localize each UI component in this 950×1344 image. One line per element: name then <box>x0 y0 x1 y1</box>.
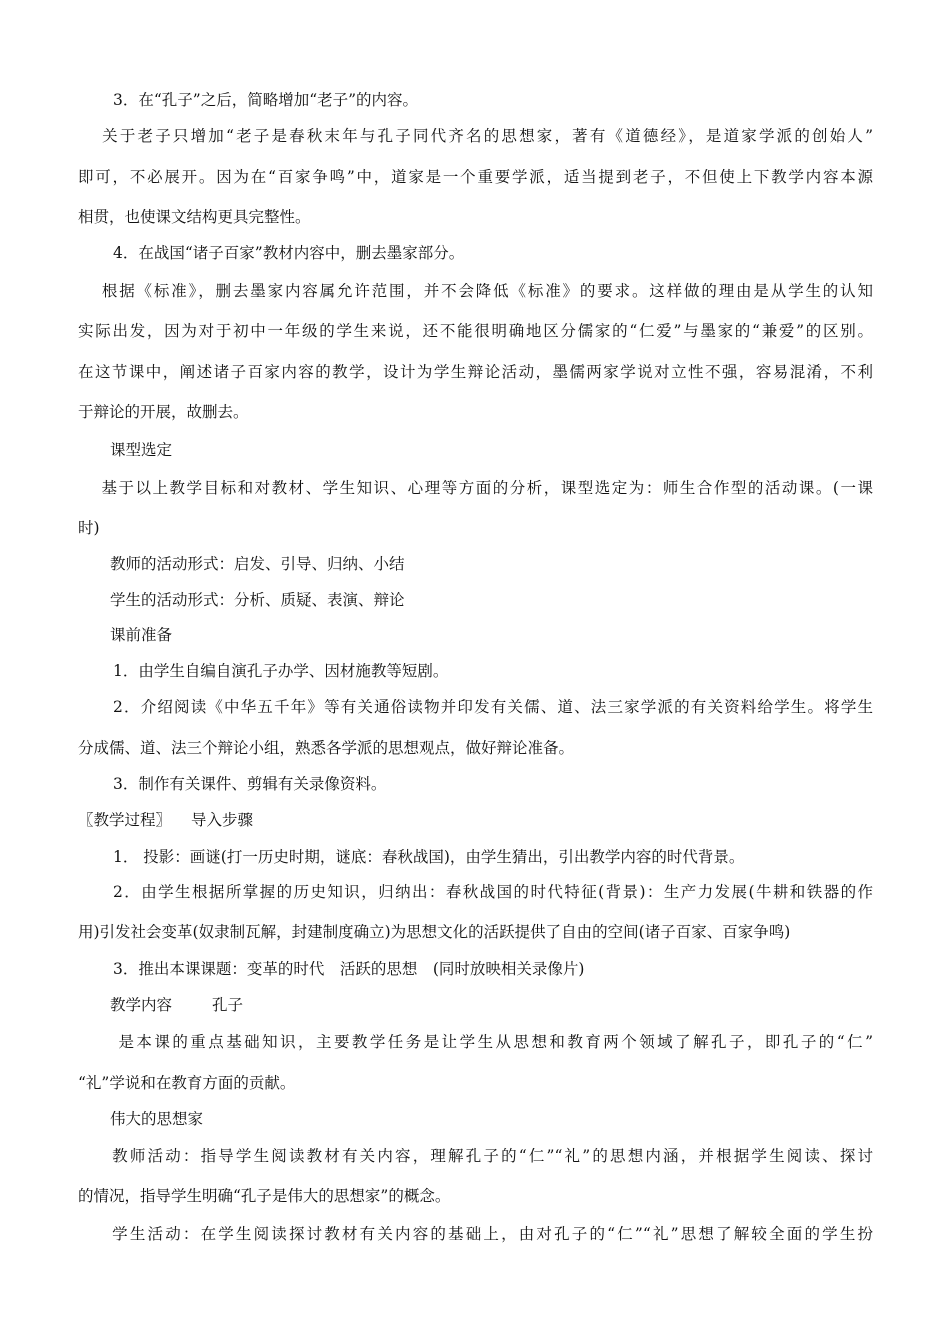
subheading: 孔子 <box>212 996 244 1014</box>
paragraph-line <box>78 281 873 301</box>
text: 根据《标准》，删去墨家内容属允许范围，并不会降低《标准》的要求。这样做的理由是从学生的认知 <box>100 282 873 300</box>
text: 学生活动：在学生阅读探讨教材有关内容的基础上，由对孔子的“仁”“礼”思想了解较全面的学生扮 <box>110 1225 873 1243</box>
text: 关于老子只增加“老子是春秋末年与孔子同代齐名的思想家，著有《道德经》，是道家学派的创始人” <box>100 127 873 145</box>
section-heading: 伟大的思想家 <box>110 1110 204 1128</box>
paragraph-line <box>78 1032 873 1052</box>
paragraph-line: 学生的活动形式：分析、质疑、表演、辩论 <box>110 591 405 609</box>
paragraph-line <box>78 478 873 498</box>
section-heading: 课型选定 <box>110 441 173 459</box>
paragraph-line: 用)引发社会变革(奴隶制瓦解，封建制度确立)为思想文化的活跃提供了自由的空间(诸子百家、百家争鸣) <box>78 923 791 941</box>
paragraph-line: 3．推出本课课题：变革的时代 活跃的思想 (同时放映相关录像片) <box>113 960 585 978</box>
section-heading <box>78 810 253 830</box>
text: 2．由学生根据所掌握的历史知识，归纳出：春秋战国的时代特征(背景)：生产力发展(牛耕和铁器的作 <box>113 883 873 901</box>
text: 教师活动：指导学生阅读教材有关内容，理解孔子的“仁”“礼”的思想内涵，并根据学生阅读、探讨 <box>110 1147 873 1165</box>
paragraph-line: 于辩论的开展，故删去。 <box>78 403 249 421</box>
paragraph-line: 即可，不必展开。因为在“百家争鸣”中，道家是一个重要学派，适当提到老子，不但使上下教学内容本源 <box>78 168 873 186</box>
paragraph-line: 分成儒、道、法三个辩论小组，熟悉各学派的思想观点，做好辩论准备。 <box>78 739 575 757</box>
section-heading: 课前准备 <box>110 626 173 644</box>
paragraph-line <box>78 126 873 146</box>
paragraph-line <box>78 1224 873 1244</box>
paragraph-line: 在这节课中，阐述诸子百家内容的教学，设计为学生辩论活动，墨儒两家学说对立性不强，容易混淆，不利 <box>78 363 873 381</box>
paragraph-line: 时) <box>78 519 100 537</box>
paragraph-line: “礼”学说和在教育方面的贡献。 <box>78 1074 296 1092</box>
paragraph-line: 1．由学生自编自演孔子办学、因材施教等短剧。 <box>113 662 449 680</box>
paragraph-line: 3．制作有关课件、剪辑有关录像资料。 <box>113 775 387 793</box>
paragraph-line: 的情况，指导学生明确“孔子是伟大的思想家”的概念。 <box>78 1187 451 1205</box>
text: 基于以上教学目标和对教材、学生知识、心理等方面的分析，课型选定为：师生合作型的活动课。(一课 <box>100 479 873 497</box>
paragraph-line: 相贯，也使课文结构更具完整性。 <box>78 208 311 226</box>
paragraph-line: 4．在战国“诸子百家”教材内容中，删去墨家部分。 <box>113 244 465 262</box>
bracket-heading: 〖教学过程〗 <box>78 811 172 829</box>
paragraph-line: 实际出发，因为对于初中一年级的学生来说，还不能很明确地区分儒家的“仁爱”与墨家的“兼爱”的区别。 <box>78 322 873 340</box>
paragraph-line <box>78 697 873 717</box>
paragraph-line: 1． 投影：画谜(打一历史时期，谜底：春秋战国)，由学生猜出，引出教学内容的时代背景。 <box>113 848 745 866</box>
section-heading <box>110 995 243 1015</box>
paragraph-line: 教师的活动形式：启发、引导、归纳、小结 <box>110 555 405 573</box>
text: 是本课的重点基础知识，主要教学任务是让学生从思想和教育两个领域了解孔子，即孔子的“仁” <box>116 1033 873 1051</box>
subheading: 导入步骤 <box>191 811 254 829</box>
paragraph-line: 3．在“孔子”之后，简略增加“老子”的内容。 <box>113 91 419 109</box>
paragraph-line <box>78 882 873 902</box>
paragraph-line <box>78 1146 873 1166</box>
text: 2．介绍阅读《中华五千年》等有关通俗读物并印发有关儒、道、法三家学派的有关资料给学生。将学生 <box>113 698 873 716</box>
subheading: 教学内容 <box>110 996 173 1014</box>
